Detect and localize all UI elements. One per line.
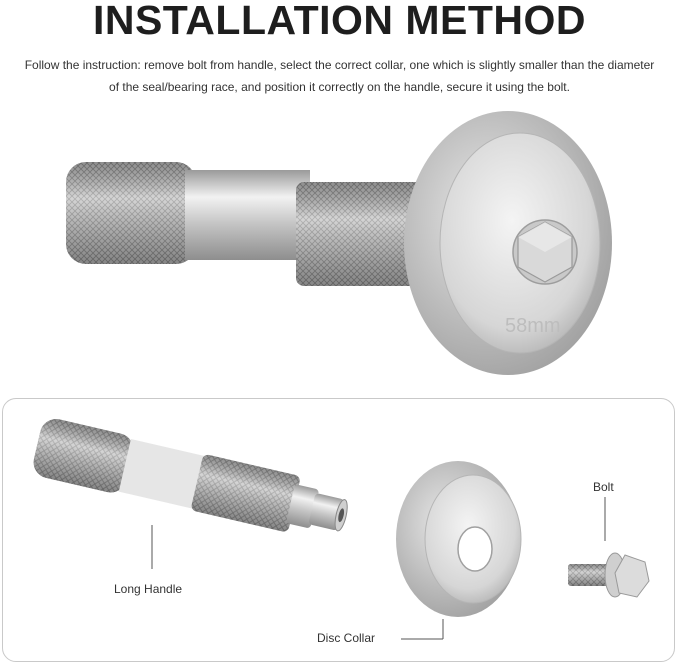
long-handle-label: Long Handle xyxy=(114,582,183,596)
assembled-tool-image xyxy=(0,100,679,390)
bolt-image xyxy=(568,553,649,597)
long-handle-image xyxy=(30,416,352,546)
hero-bolt-icon xyxy=(513,220,577,284)
parts-panel xyxy=(2,398,675,662)
hero-knurled-grip-left xyxy=(66,162,196,264)
disc-collar-label: Disc Collar xyxy=(317,631,376,645)
page-title: INSTALLATION METHOD xyxy=(92,0,587,43)
hero-smooth-shaft xyxy=(185,170,310,260)
disc-collar-image xyxy=(396,461,521,617)
hero-collar-marking: 58mm xyxy=(505,315,561,337)
hero-disc-collar xyxy=(404,111,612,375)
parts-illustration xyxy=(3,399,676,663)
instruction-text: Follow the instruction: remove bolt from handle, select the correct collar, one which is slightly smaller than the diameter of the seal/bearing race, and position it correctly on the handle, secure it using the bolt. xyxy=(24,58,655,94)
bolt-label: Bolt xyxy=(593,480,614,494)
